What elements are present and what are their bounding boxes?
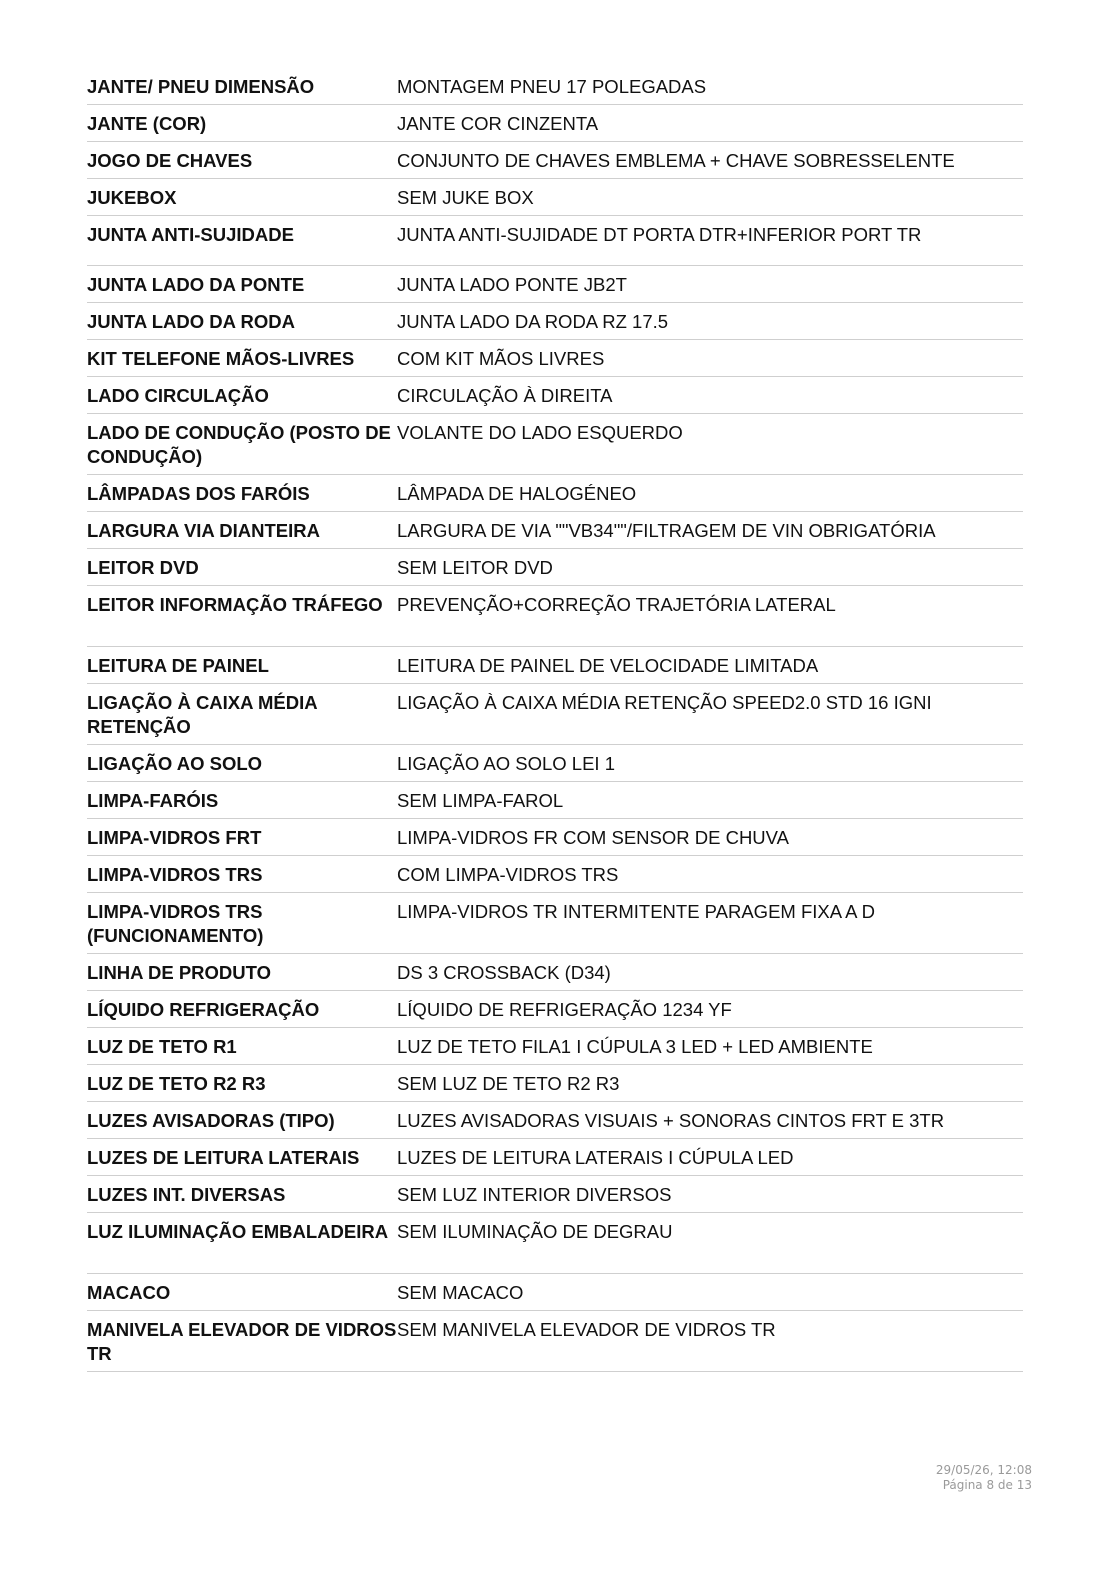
row-value: LIMPA-VIDROS TR INTERMITENTE PARAGEM FIXA A D	[397, 901, 875, 922]
table-row	[87, 1102, 1023, 1139]
page-footer	[936, 1463, 1032, 1493]
row-label: LUZES INT. DIVERSAS	[87, 1184, 286, 1205]
table-row	[87, 586, 1023, 647]
row-label: LIMPA-VIDROS FRT	[87, 827, 262, 848]
row-value: LÍQUIDO DE REFRIGERAÇÃO 1234 YF	[397, 999, 732, 1020]
row-label: JUNTA LADO DA RODA	[87, 311, 295, 332]
row-label: LADO DE CONDUÇÃO (POSTO DE CONDUÇÃO)	[87, 422, 391, 467]
row-value: SEM JUKE BOX	[397, 187, 534, 208]
row-value: LIGAÇÃO À CAIXA MÉDIA RETENÇÃO SPEED2.0 STD 16 IGNI	[397, 692, 932, 713]
row-label: LEITOR DVD	[87, 557, 199, 578]
table-row	[87, 1274, 1023, 1311]
row-value: COM KIT MÃOS LIVRES	[397, 348, 605, 369]
row-label: LUZ DE TETO R2 R3	[87, 1073, 266, 1094]
row-value: SEM LIMPA-FAROL	[397, 790, 564, 811]
table-row	[87, 216, 1023, 266]
table-row	[87, 512, 1023, 549]
row-value: JANTE COR CINZENTA	[397, 113, 599, 134]
table-row	[87, 142, 1023, 179]
row-value: LÂMPADA DE HALOGÉNEO	[397, 483, 637, 504]
row-label: JOGO DE CHAVES	[87, 150, 253, 171]
row-label: LIMPA-VIDROS TRS	[87, 864, 263, 885]
row-label: LUZES AVISADORAS (TIPO)	[87, 1110, 335, 1131]
row-label: LIGAÇÃO À CAIXA MÉDIA RETENÇÃO	[87, 692, 317, 737]
row-value: SEM ILUMINAÇÃO DE DEGRAU	[397, 1221, 673, 1242]
row-label: LIGAÇÃO AO SOLO	[87, 753, 263, 774]
table-row	[87, 1028, 1023, 1065]
row-value: SEM LUZ DE TETO R2 R3	[397, 1073, 620, 1094]
table-row	[87, 893, 1023, 954]
row-value: LIGAÇÃO AO SOLO LEI 1	[397, 753, 615, 774]
row-value: DS 3 CROSSBACK (D34)	[397, 962, 611, 983]
table-row	[87, 1065, 1023, 1102]
row-label: LARGURA VIA DIANTEIRA	[87, 520, 320, 541]
table-row	[87, 647, 1023, 684]
table-row	[87, 856, 1023, 893]
table-row	[87, 819, 1023, 856]
table-row	[87, 1311, 1023, 1372]
row-label: MACACO	[87, 1282, 171, 1303]
row-value: SEM MANIVELA ELEVADOR DE VIDROS TR	[397, 1319, 776, 1340]
table-row	[87, 1139, 1023, 1176]
row-value: PREVENÇÃO+CORREÇÃO TRAJETÓRIA LATERAL	[397, 594, 836, 615]
row-value: SEM MACACO	[397, 1282, 524, 1303]
row-label: LÍQUIDO REFRIGERAÇÃO	[87, 999, 320, 1020]
table-row	[87, 1213, 1023, 1274]
row-label: LIMPA-FARÓIS	[87, 790, 219, 811]
row-value: JUNTA LADO PONTE JB2T	[397, 274, 627, 295]
row-label: LUZ DE TETO R1	[87, 1036, 237, 1057]
table-row	[87, 991, 1023, 1028]
row-value: LUZ DE TETO FILA1 I CÚPULA 3 LED + LED AMBIENTE	[397, 1036, 873, 1057]
row-value: JUNTA LADO DA RODA RZ 17.5	[397, 311, 669, 332]
row-value: MONTAGEM PNEU 17 POLEGADAS	[397, 76, 707, 97]
footer-timestamp: 29/05/26, 12:08	[935, 1463, 1032, 1477]
table-row	[87, 340, 1023, 377]
row-label: JANTE (COR)	[87, 113, 207, 134]
row-label: LÂMPADAS DOS FARÓIS	[87, 483, 310, 504]
row-value: LEITURA DE PAINEL DE VELOCIDADE LIMITADA	[397, 655, 819, 676]
row-label: JANTE/ PNEU DIMENSÃO	[87, 76, 315, 97]
table-row	[87, 414, 1023, 475]
table-row	[87, 105, 1023, 142]
row-label: LADO CIRCULAÇÃO	[87, 385, 269, 406]
row-label: MANIVELA ELEVADOR DE VIDROS TR	[87, 1319, 397, 1364]
table-row	[87, 1176, 1023, 1213]
footer-page-number: Página 8 de 13	[942, 1478, 1032, 1492]
table-row	[87, 377, 1023, 414]
row-value: COM LIMPA-VIDROS TRS	[397, 864, 619, 885]
table-row	[87, 684, 1023, 745]
row-value: LUZES DE LEITURA LATERAIS I CÚPULA LED	[397, 1147, 794, 1168]
row-label: LUZES DE LEITURA LATERAIS	[87, 1147, 360, 1168]
row-label: JUNTA ANTI-SUJIDADE	[87, 224, 294, 245]
table-row	[87, 475, 1023, 512]
table-row	[87, 954, 1023, 991]
row-label: LINHA DE PRODUTO	[87, 962, 271, 983]
row-value: LUZES AVISADORAS VISUAIS + SONORAS CINTOS FRT E 3TR	[397, 1110, 945, 1131]
row-label: JUNTA LADO DA PONTE	[87, 274, 305, 295]
table-row	[87, 179, 1023, 216]
row-label: JUKEBOX	[87, 187, 177, 208]
spec-table	[87, 68, 1023, 1372]
table-row	[87, 266, 1023, 303]
row-label: KIT TELEFONE MÃOS-LIVRES	[87, 348, 355, 369]
row-label: LEITOR INFORMAÇÃO TRÁFEGO	[87, 594, 383, 615]
row-value: LIMPA-VIDROS FR COM SENSOR DE CHUVA	[397, 827, 789, 848]
table-row	[87, 303, 1023, 340]
row-label: LIMPA-VIDROS TRS (FUNCIONAMENTO)	[87, 901, 264, 946]
row-value: VOLANTE DO LADO ESQUERDO	[397, 422, 683, 443]
row-label: LEITURA DE PAINEL	[87, 655, 269, 676]
row-value: CONJUNTO DE CHAVES EMBLEMA + CHAVE SOBRESSELENTE	[397, 150, 955, 171]
table-row	[87, 782, 1023, 819]
table-row	[87, 549, 1023, 586]
row-value: CIRCULAÇÃO À DIREITA	[397, 385, 613, 406]
table-row	[87, 68, 1023, 105]
table-row	[87, 745, 1023, 782]
row-value: SEM LUZ INTERIOR DIVERSOS	[397, 1184, 672, 1205]
row-value: LARGURA DE VIA ""VB34""/FILTRAGEM DE VIN OBRIGATÓRIA	[397, 520, 936, 541]
row-label: LUZ ILUMINAÇÃO EMBALADEIRA	[87, 1221, 389, 1242]
row-value: SEM LEITOR DVD	[397, 557, 553, 578]
row-value: JUNTA ANTI-SUJIDADE DT PORTA DTR+INFERIOR PORT TR	[397, 224, 922, 245]
